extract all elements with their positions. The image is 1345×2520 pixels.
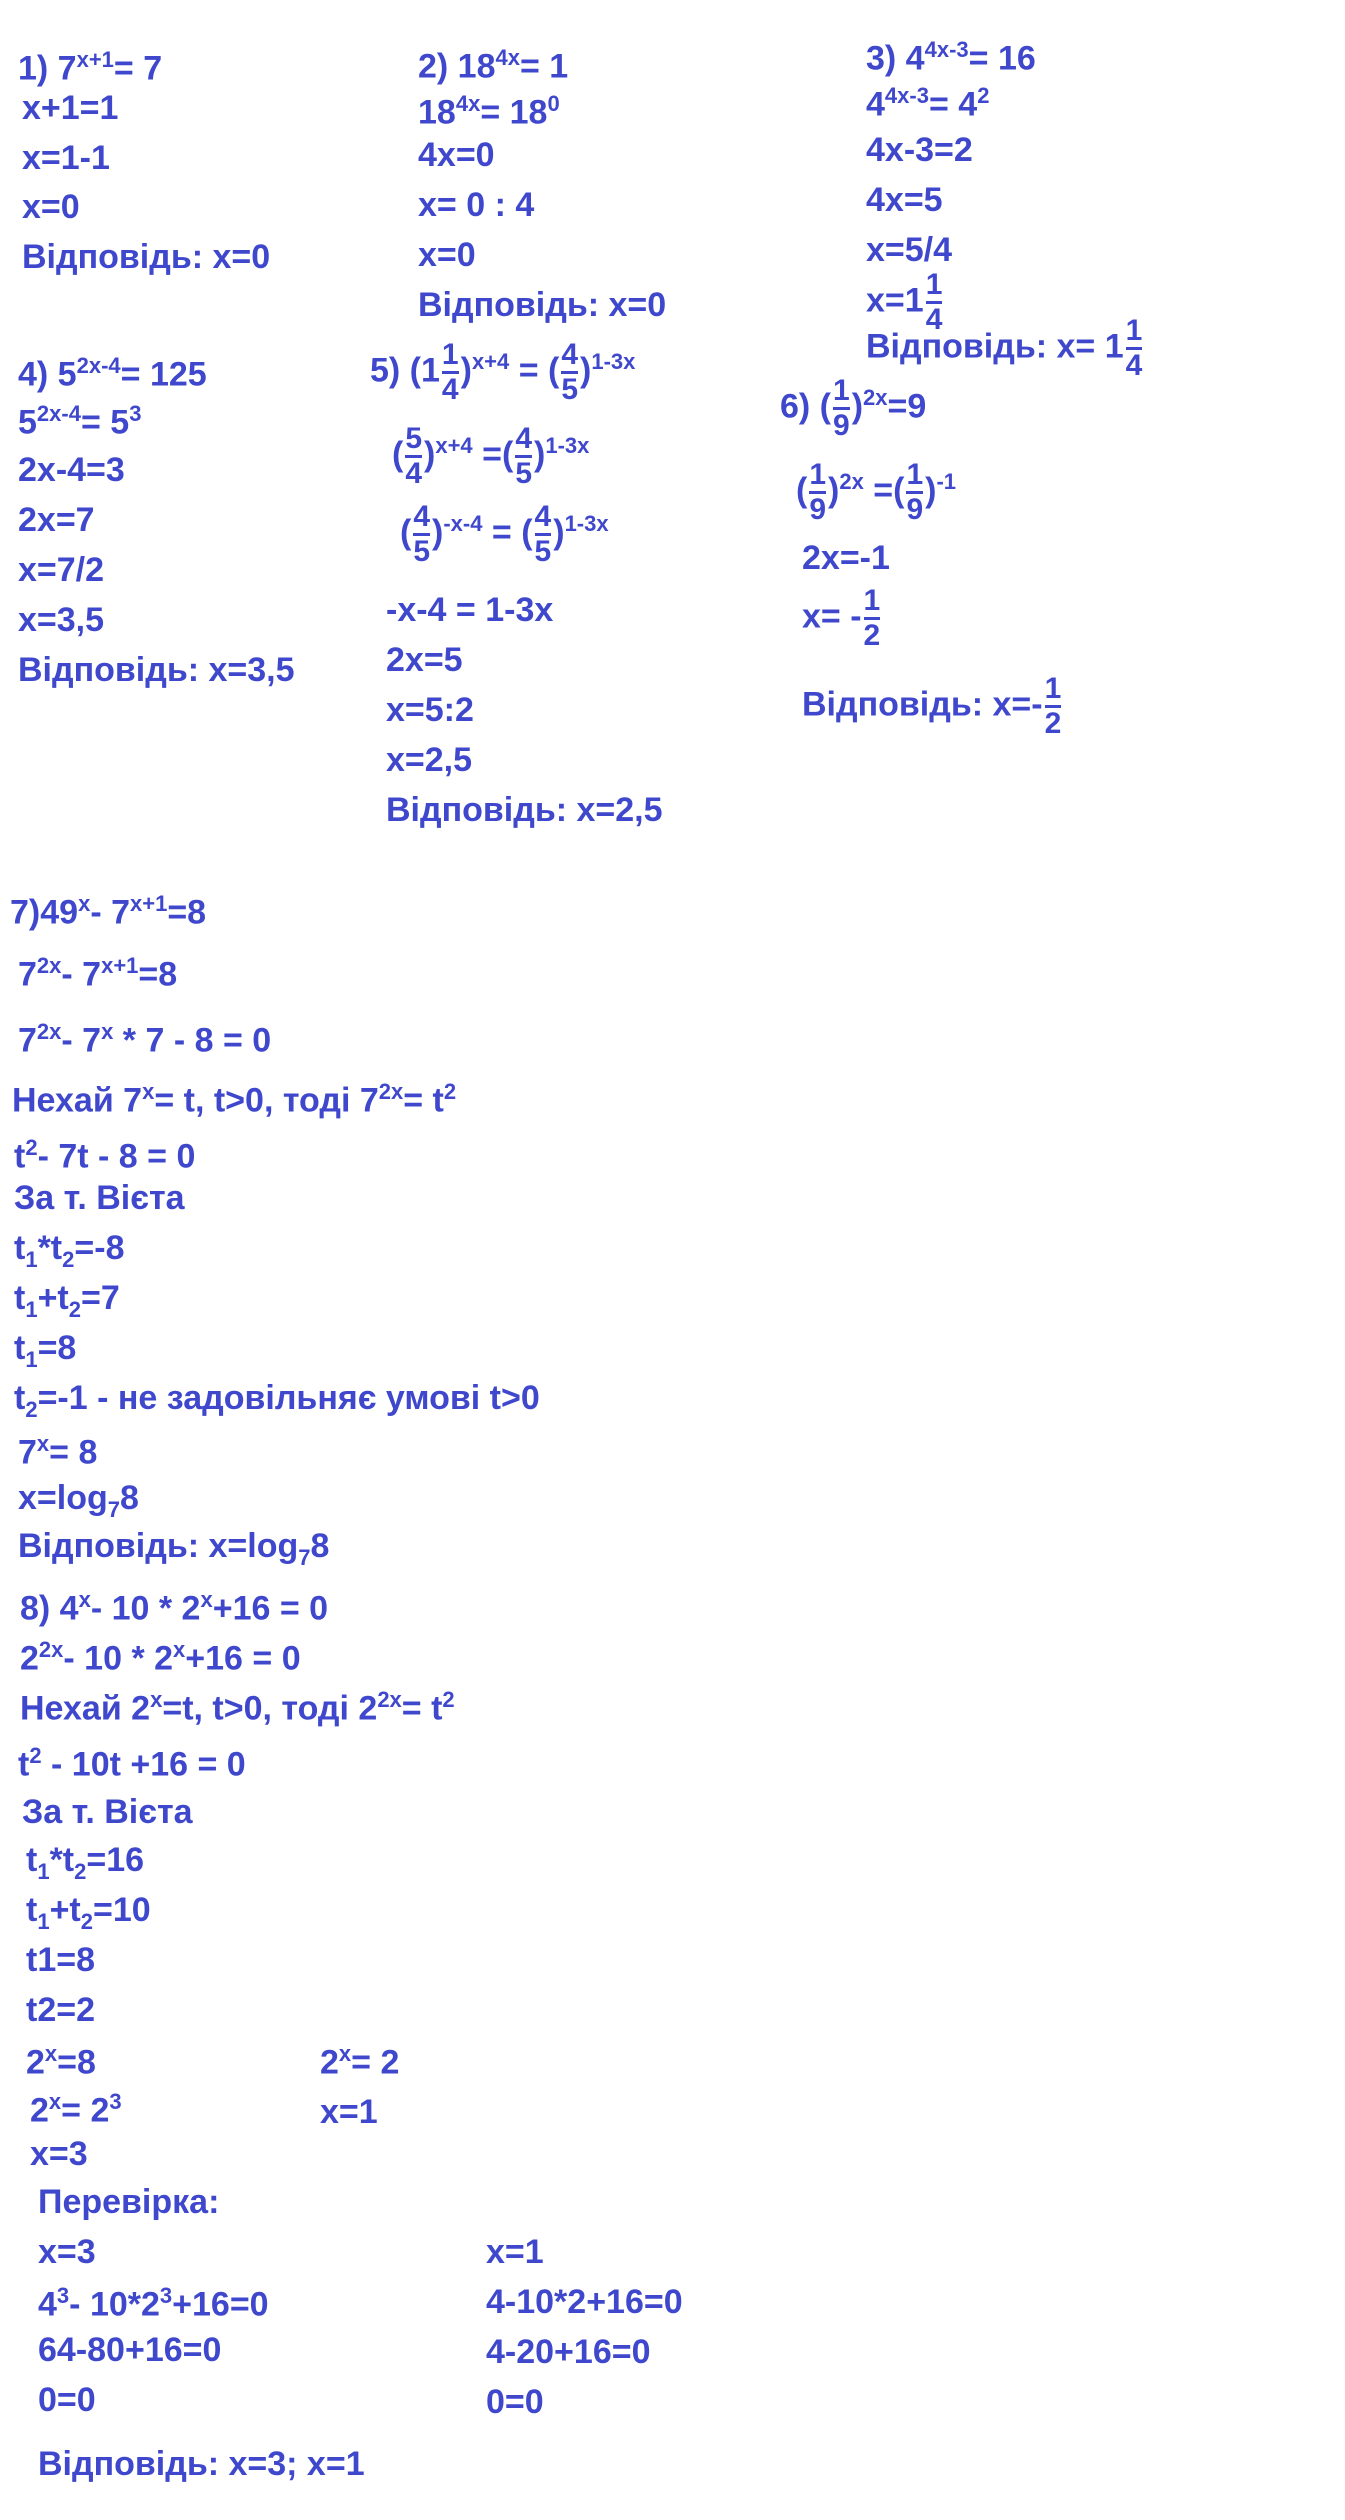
fraction: $\frac{1}{2}$: [863, 584, 881, 652]
problem-2-step: $18^{4x}= 18^0$: [418, 91, 560, 132]
problem-8-step: $t_1*t_2=16$: [26, 1841, 145, 1884]
fraction: $\frac{4}{5}$: [515, 422, 532, 490]
problem-8-equation: 8) 4$^x$- $10 * 2^x+16 = 0$: [20, 1587, 329, 1628]
problem-1-answer: Відповідь: x=0: [22, 238, 271, 276]
problem-8-step: $2^x=8$: [26, 2041, 96, 2082]
check-step: $4^3-$ $10*2^3+16=0$: [38, 2283, 269, 2324]
problem-5-answer: Відповідь: x=2,5: [386, 791, 663, 829]
problem-8-step: x=1: [320, 2093, 378, 2131]
problem-5-step: ( $\frac{4}{5}$ )$^{-x-4}$ = ( $\frac{4}{5}$ )$^{1-3x}$: [400, 500, 609, 568]
problem-2-step: 4x=0: [418, 136, 495, 174]
problem-4-answer: Відповідь: x=3,5: [18, 651, 295, 689]
check-step: 4-10*2+16=0: [486, 2283, 683, 2321]
problem-4-equation: 4) $5^{2x-4}= 125$: [18, 353, 207, 394]
fraction: $\frac{4}{5}$: [413, 500, 431, 568]
problem-5-step: x=5:2: [386, 691, 474, 729]
problem-8-step: Нехай $2^x=t$, t>0, тоді $2^{2x}= t^2$: [20, 1687, 455, 1728]
problem-5-step: 2x=5: [386, 641, 463, 679]
problem-1-step: x+1=1: [22, 89, 119, 127]
problem-1-step: x=0: [22, 188, 80, 226]
problem-8-answer: Відповідь: x=3; x=1: [38, 2445, 365, 2483]
problem-4-step: x=7/2: [18, 551, 105, 589]
problem-5-step: x=2,5: [386, 741, 473, 779]
problem-8-step: За т. Вієта: [22, 1793, 193, 1831]
problem-1-equation: 1) $7^{x+1}= 7$: [18, 47, 163, 88]
problem-8-step: x=3: [30, 2135, 88, 2173]
problem-7-step: $7^{2x}-$ 7$^x$ * 7 - 8 = 0: [18, 1019, 272, 1060]
problem-4-step: 2x=7: [18, 501, 95, 539]
problem-8-step: $2^{2x}-$ $10 * 2^x+16 = 0$: [20, 1637, 301, 1678]
problem-5-step: ( $\frac{5}{4}$ )$^{x+4}$ =( $\frac{4}{5}$ )$^{1-3x}$: [392, 422, 590, 490]
fraction: $\frac{1}{2}$: [1044, 672, 1062, 740]
problem-7-step: $t_2=-1$ - не задовільняє умові t>0: [14, 1379, 540, 1422]
fraction: $\frac{1}{9}$: [809, 458, 827, 526]
problem-6-equation: 6) ( $\frac{1}{9}$ )$^{2x}$=9: [780, 374, 927, 442]
problem-1-step: x=1-1: [22, 139, 110, 177]
fraction: $\frac{1}{9}$: [833, 374, 850, 442]
problem-7-step: $t_1*t_2=-8$: [14, 1229, 125, 1272]
problem-3-step: x=5/4: [866, 231, 953, 269]
problem-2-step: x= 0 : 4: [418, 186, 535, 224]
check-step: 0=0: [38, 2381, 96, 2419]
problem-4-step: $5^{2x-4}= 5^3$: [18, 401, 142, 442]
problem-2-step: x=0: [418, 236, 476, 274]
problem-3-step: $4^{4x-3}= 4^2$: [866, 83, 990, 124]
problem-8-step: $2^x= 2$: [320, 2041, 400, 2082]
problem-5-equation: 5) (1 $\frac{1}{4}$ )$^{x+4}$ = ( $\frac{4}{5}$ )$^{1-3x}$: [370, 338, 636, 406]
fraction: $\frac{1}{4}$: [1125, 314, 1143, 382]
problem-7-step: $t_1+t_2=7$: [14, 1279, 120, 1322]
problem-7-step: $x=\log_78$: [18, 1479, 139, 1522]
check-step: x=3: [38, 2233, 96, 2271]
problem-6-step: 2x=-1: [802, 539, 890, 577]
problem-8-step: $t_1+t_2=10$: [26, 1891, 151, 1934]
problem-8-step: $2^x= 2^3$: [30, 2089, 122, 2130]
problem-3-step: 4x-3=2: [866, 131, 973, 169]
problem-3-step: 4x=5: [866, 181, 943, 219]
fraction: $\frac{1}{4}$: [441, 338, 459, 406]
problem-4-step: x=3,5: [18, 601, 105, 639]
problem-7-answer: Відповідь: $x=\log_78$: [18, 1527, 330, 1570]
problem-5-step: -x-4 = 1-3x: [386, 591, 554, 629]
problem-3-equation: 3) $4^{4x-3}= 16$: [866, 37, 1036, 78]
problem-8-step: t1=8: [26, 1941, 95, 1979]
check-step: 64-80+16=0: [38, 2331, 222, 2369]
problem-6-answer: Відповідь: x=- $\frac{1}{2}$: [802, 672, 1062, 740]
fraction: $\frac{4}{5}$: [534, 500, 552, 568]
check-step: x=1: [486, 2233, 544, 2271]
problem-4-step: 2x-4=3: [18, 451, 125, 489]
fraction: $\frac{4}{5}$: [561, 338, 579, 406]
problem-8-step: $t^2 - 10t +16 = 0$: [18, 1743, 246, 1784]
problem-3-answer: Відповідь: x= 1 $\frac{1}{4}$: [866, 314, 1143, 382]
problem-7-step: $t_1=8$: [14, 1329, 77, 1372]
check-step: 0=0: [486, 2383, 544, 2421]
problem-2-equation: 2) $18^{4x}= 1$: [418, 45, 569, 86]
problem-7-equation: 7)49$^x$- $7^{x+1}=8$: [10, 891, 207, 932]
problem-3-step: x=1 $\frac{1}{4}$: [866, 268, 943, 336]
problem-7-step: $t^2-$ 7t - 8 = 0: [14, 1135, 196, 1176]
check-heading: Перевірка:: [38, 2183, 220, 2221]
fraction: $\frac{5}{4}$: [405, 422, 423, 490]
problem-7-step: $7^x= 8$: [18, 1431, 98, 1472]
fraction: $\frac{1}{4}$: [925, 268, 943, 336]
problem-6-step: ( $\frac{1}{9}$ )$^{2x}$ =( $\frac{1}{9}$ )$^{-1}$: [796, 458, 957, 526]
check-step: 4-20+16=0: [486, 2333, 651, 2371]
problem-6-step: x= - $\frac{1}{2}$: [802, 584, 881, 652]
problem-7-step: Нехай $7^x= t$, t>0, тоді $7^{2x}= t^2$: [12, 1079, 457, 1120]
problem-8-step: t2=2: [26, 1991, 95, 2029]
problem-7-step: $7^{2x}-$ $7^{x+1}=8$: [18, 953, 178, 994]
problem-7-step: За т. Вієта: [14, 1179, 185, 1217]
problem-2-answer: Відповідь: x=0: [418, 286, 667, 324]
fraction: $\frac{1}{9}$: [906, 458, 924, 526]
